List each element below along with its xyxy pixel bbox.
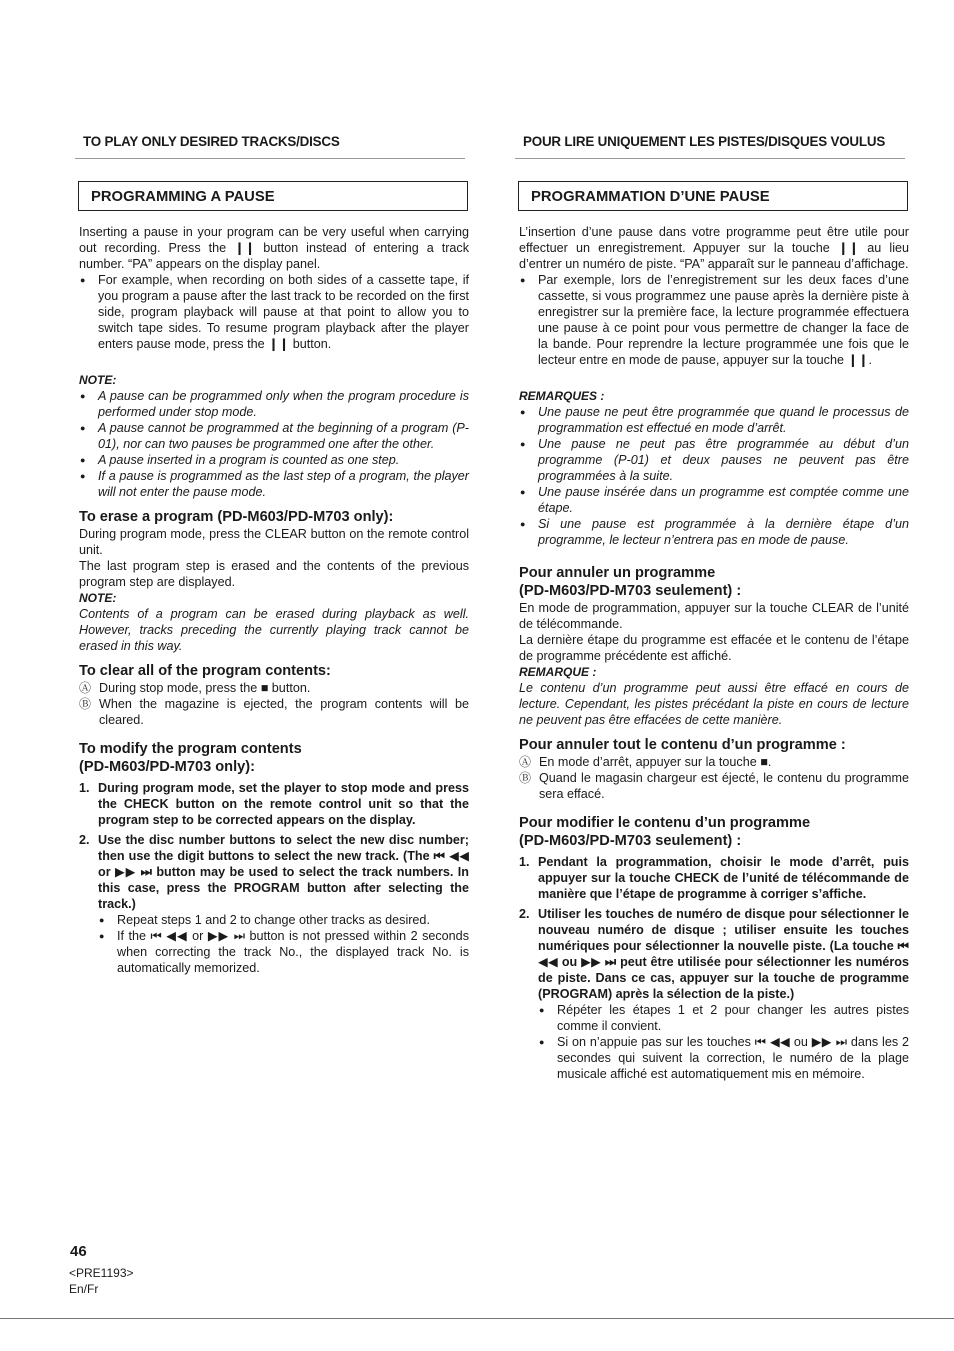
language-code: En/Fr (69, 1282, 99, 1296)
clear-heading: To clear all of the program contents: (79, 663, 331, 679)
note-item: ● Une pause insérée dans un programme est comptée comme une étape. (519, 484, 909, 516)
note-item: ● A pause can be programmed only when the program procedure is performed under stop mode. (79, 388, 469, 420)
modify-heading-models: (PD-M603/PD-M703 seulement) : (519, 833, 742, 849)
erase-heading-models: (PD-M603/PD-M703 seulement) : (519, 583, 742, 599)
step-text: Use the disc number buttons to select the new disc number; then use the digit buttons to select the new track. (The ⏮ ◀◀ or ▶▶ ⏭ button may be used to select the track numbers. In this case, press the PROGRAM button after selecting the track.) (98, 833, 469, 911)
circled-a-marker: Ⓐ (79, 681, 92, 695)
intro-bullet-list (79, 272, 469, 352)
clear-heading: Pour annuler tout le contenu d’un programme : (519, 737, 846, 753)
circled-b-marker: Ⓑ (79, 697, 92, 711)
step-bullet-list (98, 912, 469, 976)
step-bullet-list (538, 1002, 909, 1082)
intro-bullet: ● For example, when recording on both sides of a cassette tape, if you program a pause after the last track to be recorded on the first side, program playback will pause at that point to allow you to switch tape sides. To resume program playback after the player enters pause mode, press the ❙❙ button. (79, 272, 469, 352)
step-number: 1. (519, 855, 530, 869)
section-header: TO PLAY ONLY DESIRED TRACKS/DISCS (83, 134, 340, 149)
erase-paragraph: En mode de programmation, appuyer sur la touche CLEAR de l’unité de télécommande. (519, 601, 909, 631)
clear-item (519, 770, 909, 802)
step-text: During program mode, set the player to stop mode and press the CHECK button on the remote control unit so that the program step to be corrected appears on the display. (98, 781, 469, 827)
box-title: PROGRAMMATION D’UNE PAUSE (518, 181, 908, 211)
step-bullet: ● Repeat steps 1 and 2 to change other tracks as desired. (98, 912, 469, 928)
clear-item (79, 696, 469, 728)
step-bullet: ● If the ⏮ ◀◀ or ▶▶ ⏭ button is not pressed within 2 seconds when correcting the track No., the displayed track No. is automatically memorized. (98, 928, 469, 976)
note-item: ● A pause cannot be programmed at the beginning of a program (P-01), nor can two pauses be programmed one after the other. (79, 420, 469, 452)
note-label: REMARQUES : (519, 389, 605, 403)
step-bullet: ● Si on n’appuie pas sur les touches ⏮ ◀◀ ou ▶▶ ⏭ dans les 2 secondes qui suivent la correction, le numéro de la plage musicale affiché est automatiquement mis en mémoire. (538, 1034, 909, 1082)
note-list (519, 404, 909, 548)
note-item: ● Une pause ne peut être programmée que quand le processus de programmation est effectué en mode d’arrêt. (519, 404, 909, 436)
box-title: PROGRAMMING A PAUSE (78, 181, 468, 211)
clear-item (79, 680, 469, 696)
erase-paragraph: During program mode, press the CLEAR button on the remote control unit. (79, 527, 469, 557)
page-number: 46 (70, 1243, 87, 1260)
clear-item-text: During stop mode, press the ■ button. (99, 681, 311, 695)
note-label: NOTE: (79, 373, 117, 387)
header-divider (75, 158, 465, 159)
note-item: ● If a pause is programmed as the last step of a program, the player will not enter the pause mode. (79, 468, 469, 500)
modify-steps (519, 854, 909, 1082)
erase-paragraph: La dernière étape du programme est effacée et le contenu de l’étape de programme précédente est affiché. (519, 633, 909, 663)
step-bullet: ● Répéter les étapes 1 et 2 pour changer les autres pistes comme il convient. (538, 1002, 909, 1034)
french-body (519, 224, 909, 1082)
erase-heading: Pour annuler un programme (519, 565, 716, 581)
modify-steps (79, 780, 469, 976)
note-item: ● A pause inserted in a program is counted as one step. (79, 452, 469, 468)
circled-b-marker: Ⓑ (519, 771, 532, 785)
note-item: ● Une pause ne peut pas être programmée au début d’un programme (P-01) et deux pauses ne peuvent pas être programmées à la suite. (519, 436, 909, 484)
clear-item-text: When the magazine is ejected, the program contents will be cleared. (99, 697, 469, 727)
erase-note: Contents of a program can be erased during playback as well. However, tracks preceding the currently playing track cannot be erased in this way. (79, 607, 469, 653)
erase-heading: To erase a program (PD-M603/PD-M703 only): (79, 509, 394, 525)
step-text: Pendant la programmation, choisir le mode d’arrêt, puis appuyer sur la touche CHECK de l’unité de télécommande de manière que l’étape de programme à corriger s’affiche. (538, 855, 909, 901)
document-code: <PRE1193> (69, 1266, 134, 1280)
step-text: Utiliser les touches de numéro de disque pour sélectionner le nouveau numéro de disque ; utiliser ensuite les touches numériques pour sélectionner la nouvelle piste. (La touche ⏮ ◀◀ ou ▶▶ ⏭ peut être utilisée pour sélectionner les numéros de piste. Dans ce cas, appuyer sur la touche de programme (PROGRAM) après la sélection de la piste.) (538, 907, 909, 1001)
erase-note-label: REMARQUE : (519, 665, 597, 679)
step-item (519, 906, 909, 1082)
circled-a-marker: Ⓐ (519, 755, 532, 769)
erase-paragraph: The last program step is erased and the contents of the previous program step are displayed. (79, 559, 469, 589)
header-divider (515, 158, 905, 159)
clear-item-text: En mode d’arrêt, appuyer sur la touche ■. (539, 755, 772, 769)
step-item (519, 854, 909, 902)
step-number: 2. (519, 907, 530, 921)
erase-note-label: NOTE: (79, 591, 117, 605)
step-item (79, 780, 469, 828)
clear-item (519, 754, 909, 770)
modify-heading: To modify the program contents (79, 741, 302, 757)
english-body (79, 224, 469, 976)
modify-heading-models: (PD-M603/PD-M703 only): (79, 759, 255, 775)
erase-note: Le contenu d’un programme peut aussi être effacé en cours de lecture. Cependant, les pistes précédant la piste en cours de lecture ne peuvent pas être effacées de cette manière. (519, 681, 909, 727)
intro-bullet-list (519, 272, 909, 368)
step-number: 2. (79, 833, 90, 847)
modify-heading: Pour modifier le contenu d’un programme (519, 815, 811, 831)
step-item (79, 832, 469, 976)
note-list (79, 388, 469, 500)
bottom-divider (0, 1318, 954, 1319)
intro-paragraph: Inserting a pause in your program can be very useful when carrying out recording. Press the ❙❙ button instead of entering a track number. “PA” appears on the display panel. (79, 225, 469, 271)
section-header: POUR LIRE UNIQUEMENT LES PISTES/DISQUES VOULUS (523, 134, 886, 149)
intro-paragraph: L’insertion d’une pause dans votre programme peut être utile pour effectuer un enregistrement. Appuyer sur la touche ❙❙ au lieu d’entrer un numéro de piste. “PA” apparaît sur le panneau d’affichage. (519, 225, 909, 271)
clear-item-text: Quand le magasin chargeur est éjecté, le contenu du programme sera effacé. (539, 771, 909, 801)
note-item: ● Si une pause est programmée à la dernière étape d’un programme, le lecteur n’entrera pas en mode de pause. (519, 516, 909, 548)
intro-bullet: ● Par exemple, lors de l’enregistrement sur les deux faces d’une cassette, si vous programmez une pause après la dernière piste à enregistrer sur la première face, la lecture programmée effectuera une pause à ce point pour vous permettre de changer la face de la bande. Pour reprendre la lecture programmée une fois que le lecteur entre en mode de pause, appuyer sur la touche ❙❙. (519, 272, 909, 368)
step-number: 1. (79, 781, 90, 795)
